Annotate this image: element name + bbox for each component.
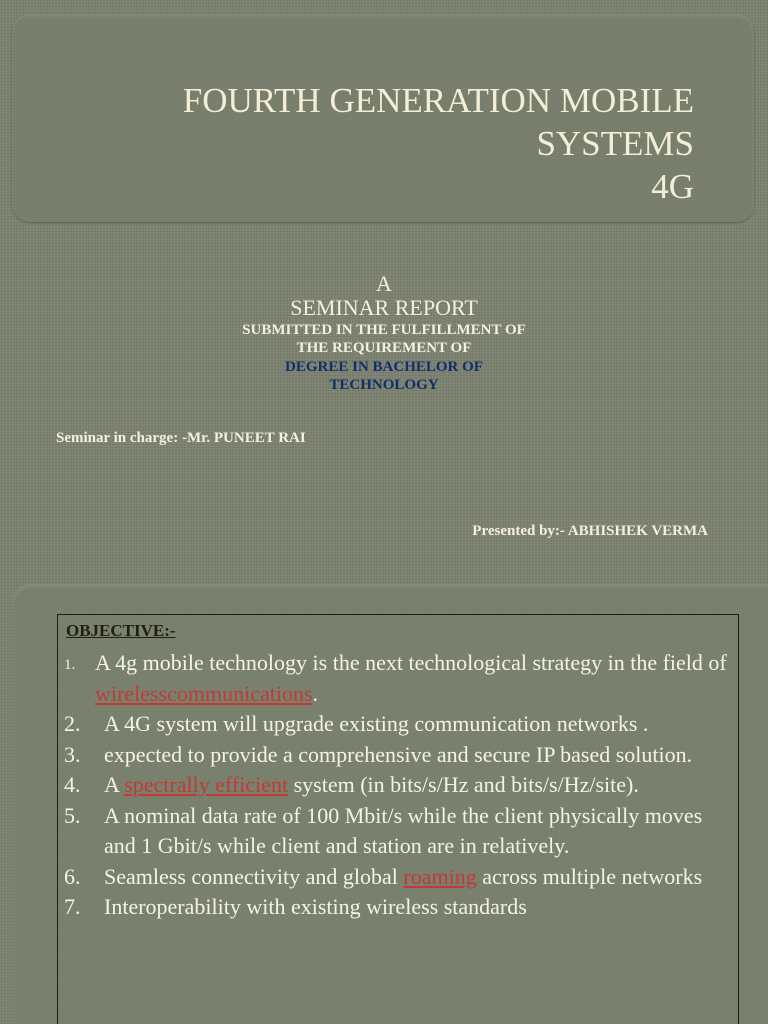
- spectrally-efficient-link[interactable]: spectrally efficient: [124, 772, 289, 797]
- list-item: [64, 740, 734, 771]
- wireless-communications-link[interactable]: wirelesscommunications: [95, 680, 313, 706]
- list-text-end: system (in bits/s/Hz and bits/s/Hz/site).: [288, 772, 639, 797]
- submitted-line-2: THE REQUIREMENT OF: [296, 340, 472, 356]
- list-item: [64, 892, 734, 923]
- list-item: [64, 770, 734, 801]
- objective-list: [64, 648, 734, 923]
- slide-title-line-2: SYSTEMS: [536, 124, 694, 163]
- list-text: A: [104, 772, 125, 797]
- degree-line-2: TECHNOLOGY: [329, 377, 439, 393]
- list-number: 4.: [64, 772, 81, 797]
- presented-by: Presented by:- ABHISHEK VERMA: [472, 523, 708, 539]
- objective-slide: [0, 584, 768, 1024]
- list-item: [64, 862, 734, 893]
- list-item: [64, 709, 734, 740]
- list-text-end: across multiple networks: [476, 863, 703, 889]
- seminar-in-charge: Seminar in charge: -Mr. PUNEET RAI: [56, 430, 306, 446]
- submitted-line-1: SUBMITTED IN THE FULFILLMENT OF: [242, 322, 526, 338]
- objective-heading: OBJECTIVE:-: [66, 621, 176, 640]
- list-number: 5.: [64, 802, 81, 828]
- slide-title-line-3: 4G: [651, 167, 694, 206]
- list-text: A 4G system will upgrade existing communication networks .: [104, 711, 649, 736]
- list-text: A 4g mobile technology is the next technological strategy in the field of: [95, 650, 727, 675]
- list-item: [64, 801, 734, 862]
- list-text: expected to provide a comprehensive and secure IP based solution.: [104, 741, 693, 767]
- objective-box: [57, 614, 739, 1024]
- list-number: 1.: [64, 657, 76, 673]
- report-a: A: [376, 271, 392, 296]
- list-number: 2.: [64, 711, 81, 736]
- list-text-end: .: [312, 680, 319, 706]
- list-number: 7.: [64, 894, 81, 919]
- list-text: Seamless connectivity and global: [104, 863, 404, 889]
- slide-title-line-1: FOURTH GENERATION MOBILE: [182, 81, 694, 120]
- roaming-link[interactable]: roaming: [403, 863, 477, 889]
- report-heading: SEMINAR REPORT: [290, 295, 478, 320]
- list-number: 3.: [64, 741, 81, 767]
- title-box: [12, 14, 754, 222]
- list-item: [64, 648, 734, 709]
- list-number: 6.: [64, 863, 81, 889]
- list-text: Interoperability with existing wireless standards: [104, 894, 527, 919]
- degree-line-1: DEGREE IN BACHELOR OF: [285, 359, 483, 375]
- list-text: A nominal data rate of 100 Mbit/s while the client physically moves and 1 Gbit/s while client and station are in relatively.: [104, 802, 703, 858]
